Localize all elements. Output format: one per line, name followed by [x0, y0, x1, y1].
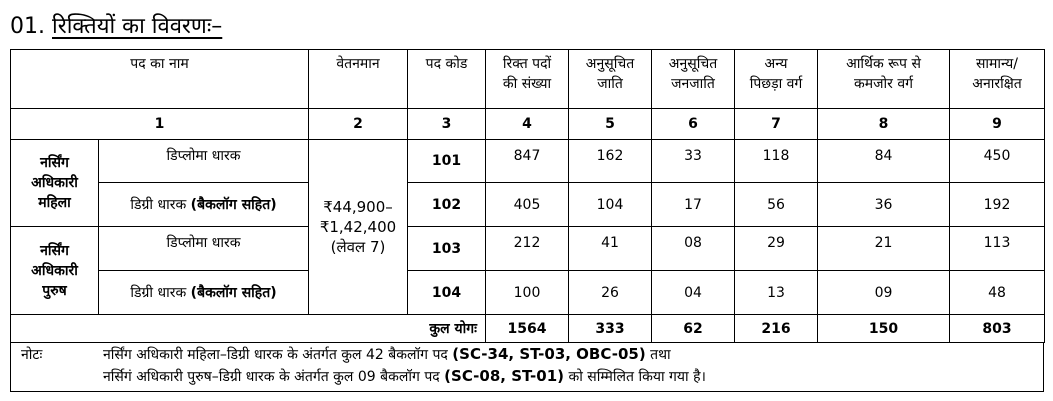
post-group-male: [11, 227, 99, 315]
total-vacancies: 100: [486, 271, 569, 315]
ews-count: 21: [818, 227, 950, 271]
note-box: [10, 343, 1044, 392]
post-code: 103: [408, 227, 486, 271]
st-count: 17: [652, 183, 735, 227]
post-code: 101: [408, 140, 486, 183]
sc-count: 26: [569, 271, 652, 315]
col-number: 7: [735, 109, 818, 140]
header-row: [11, 50, 1045, 109]
note-line-2-bold: (SC-08, ST-01): [444, 367, 564, 385]
table-row: [11, 271, 1045, 315]
gen-count: 113: [950, 227, 1045, 271]
gen-count: 450: [950, 140, 1045, 183]
col-number: 3: [408, 109, 486, 140]
col-number: 4: [486, 109, 569, 140]
header-obc: [735, 50, 818, 109]
col-number: 1: [11, 109, 309, 140]
note-line-1-text: नर्सिंग अधिकारी महिला–डिग्री धारक के अंतर्गत कुल 42 बैकलॉग पद: [103, 347, 448, 363]
header-obc-l1: अन्य: [764, 56, 788, 72]
group-female-l3: महिला: [38, 195, 71, 211]
header-ews-l1: आर्थिक रूप से: [846, 56, 921, 72]
totals-label: कुल योगः: [11, 315, 486, 343]
note-line-1: [103, 345, 671, 364]
gen-count: 192: [950, 183, 1045, 227]
table-row: [11, 183, 1045, 227]
group-female-l2: अधिकारी: [31, 175, 78, 191]
header-obc-l2: पिछड़ा वर्ग: [749, 76, 803, 92]
gen-count: 48: [950, 271, 1045, 315]
ews-count: 84: [818, 140, 950, 183]
pay-line2: ₹1,42,400: [319, 218, 397, 236]
ews-count: 09: [818, 271, 950, 315]
note-line-2-text: नर्सिगं अधिकारी पुरुष–डिग्री धारक के अंतर्गत कुल 09 बैकलॉग पद: [103, 369, 440, 385]
qualification-cell: [99, 227, 309, 271]
note-label: नोटः: [21, 347, 43, 363]
header-ews-l2: कमजोर वर्ग: [854, 76, 913, 92]
header-post-name: पद का नाम: [11, 50, 309, 109]
qualification-text: डिप्लोमा धारक: [166, 148, 241, 164]
totals-gen: 803: [950, 315, 1045, 343]
sc-count: 162: [569, 140, 652, 183]
col-number: 9: [950, 109, 1045, 140]
post-code: 104: [408, 271, 486, 315]
totals-obc: 216: [735, 315, 818, 343]
qualification-text: डिग्री धारक: [130, 284, 187, 301]
header-gen-l2: अनारक्षित: [972, 76, 1022, 92]
header-sc: [569, 50, 652, 109]
st-count: 04: [652, 271, 735, 315]
group-female-l1: नर्सिंग: [40, 155, 69, 171]
obc-count: 29: [735, 227, 818, 271]
totals-total: 1564: [486, 315, 569, 343]
header-st-l2: जनजाति: [671, 76, 715, 92]
header-gen: [950, 50, 1045, 109]
header-vacancies: [486, 50, 569, 109]
group-male-l3: पुरुष: [42, 282, 67, 299]
heading-number: 01.: [10, 14, 45, 39]
heading-title: रिक्तियों का विवरणः–: [52, 14, 223, 39]
totals-ews: 150: [818, 315, 950, 343]
qualification-cell: [99, 183, 309, 227]
header-gen-l1: सामान्य/: [975, 56, 1019, 72]
totals-sc: 333: [569, 315, 652, 343]
post-code: 102: [408, 183, 486, 227]
page-heading: [10, 10, 222, 44]
backlog-note: (बैकलॉग सहित): [190, 196, 277, 213]
table-row: [11, 227, 1045, 271]
col-number: 6: [652, 109, 735, 140]
header-st: [652, 50, 735, 109]
col-number: 5: [569, 109, 652, 140]
st-count: 08: [652, 227, 735, 271]
qualification-text: डिग्री धारक: [130, 196, 187, 213]
header-pay-scale: वेतनमान: [309, 50, 408, 109]
backlog-note: (बैकलॉग सहित): [190, 284, 277, 301]
table-row: [11, 140, 1045, 183]
pay-scale-cell: [309, 140, 408, 315]
obc-count: 56: [735, 183, 818, 227]
totals-st: 62: [652, 315, 735, 343]
column-number-row: [11, 109, 1045, 140]
qualification-text: डिप्लोमा धारक: [166, 235, 241, 251]
total-vacancies: 847: [486, 140, 569, 183]
note-line-2-end: को सम्मिलित किया गया है।: [568, 369, 706, 385]
total-vacancies: 405: [486, 183, 569, 227]
header-sc-l2: जाति: [597, 76, 623, 92]
sc-count: 41: [569, 227, 652, 271]
header-post-code: पद कोड: [408, 50, 486, 109]
col-number: 2: [309, 109, 408, 140]
obc-count: 13: [735, 271, 818, 315]
pay-line1: ₹44,900–: [323, 198, 393, 216]
vacancy-table: [10, 49, 1045, 343]
group-male-l1: नर्सिंग: [40, 242, 69, 259]
post-group-female: [11, 140, 99, 227]
header-sc-l1: अनुसूचित: [585, 56, 635, 72]
pay-line3: (लेवल 7): [330, 238, 386, 256]
header-vacancies-l1: रिक्त पदों: [502, 56, 552, 72]
group-male-l2: अधिकारी: [31, 262, 78, 279]
obc-count: 118: [735, 140, 818, 183]
totals-row: [11, 315, 1045, 343]
header-st-l1: अनुसूचित: [668, 56, 718, 72]
sc-count: 104: [569, 183, 652, 227]
qualification-cell: [99, 271, 309, 315]
col-number: 8: [818, 109, 950, 140]
note-line-2: [103, 367, 706, 386]
header-ews: [818, 50, 950, 109]
note-line-1-end: तथा: [650, 347, 671, 363]
qualification-cell: [99, 140, 309, 183]
header-vacancies-l2: की संख्या: [502, 76, 552, 92]
total-vacancies: 212: [486, 227, 569, 271]
note-line-1-bold: (SC-34, ST-03, OBC-05): [452, 345, 646, 363]
st-count: 33: [652, 140, 735, 183]
ews-count: 36: [818, 183, 950, 227]
